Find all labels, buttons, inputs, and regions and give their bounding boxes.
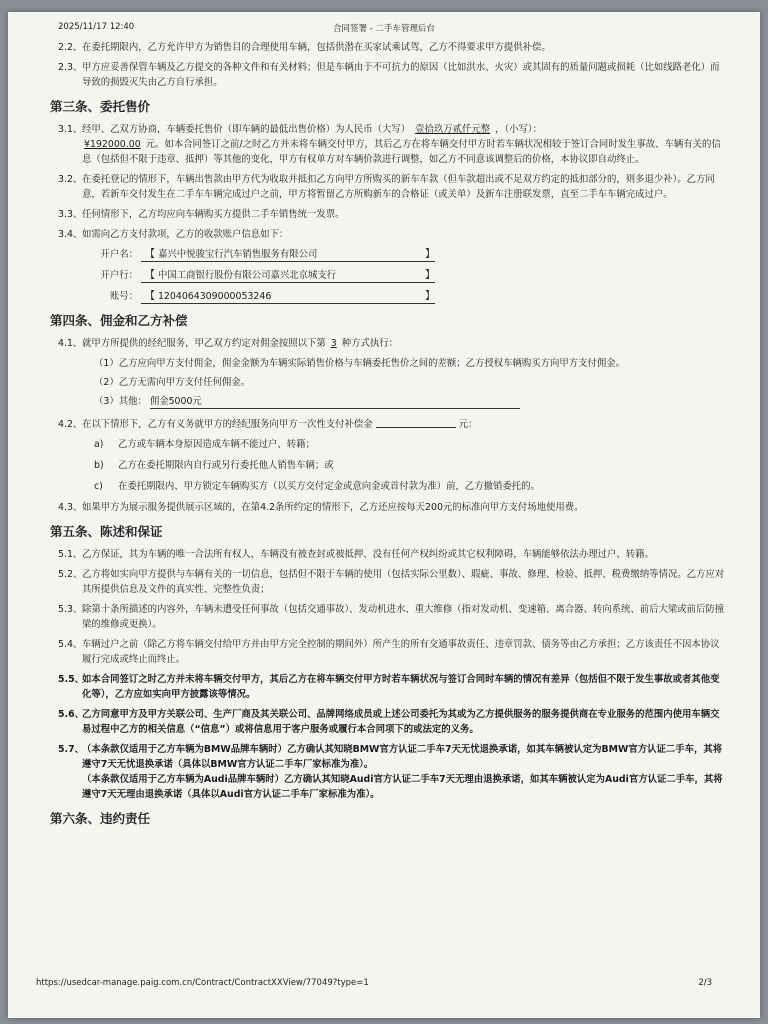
bank-value: 中国工商银行股份有限公司嘉兴北京城支行 <box>157 270 337 281</box>
clause-5-7: 5.7、 （本条款仅适用于乙方车辆为BMW品牌车辆时）乙方确认其知晓BMW官方认证二手车7天无忧退换承诺，如其车辆被认定为BMW官方认证二手车，其将遵守7天无忧退换承诺（具体以BMW官方认证二手车厂家标准为准）。 （本条款仅适用于乙方车辆为Audi品牌车辆时）乙方确认其知晓Audi官方认证二手车7天无理由退换承诺，如其车辆被认定为Audi官方认证二手车，其将遵守7天无理由退换承诺（具体以Audi官方认证二手车厂家标准为准）。 <box>58 744 723 800</box>
bank-row: 开户行： 【 中国工商银行股份有限公司嘉兴北京城支行 】 <box>100 270 435 281</box>
account-number-value: 1204064309000053246 <box>157 291 272 302</box>
print-header <box>8 22 760 38</box>
print-timestamp: 2025/11/17 12:40 <box>58 22 135 32</box>
price-in-words: 壹拾玖万贰仟元整 <box>415 124 491 135</box>
account-name-value: 嘉兴中悦骏宝行汽车销售服务有限公司 <box>157 249 318 260</box>
clause-5-5: 5.5、 如本合同签订之时乙方并未将车辆交付甲方，其后乙方在将车辆交付甲方时若车辆状况与签订合同时车辆的情况有差异（包括但不限于发生事故或者其他变化等），乙方应如实向甲方披露该等情况。 <box>58 674 720 700</box>
print-url: https://usedcar-manage.paig.com.cn/Contract/ContractXXView/77049?type=1 <box>36 978 369 988</box>
price-in-figures: ¥192000.00 <box>84 139 141 150</box>
clause-5-2: 5.2、 乙方将如实向甲方提供与车辆有关的一切信息，包括但不限于车辆的使用（包括实际公里数）、瑕疵、事故、修理、检验、抵押、税费缴纳等情况。乙方应对其所提供信息及文件的真实性、完整性负责； <box>58 569 725 595</box>
clause-2-3: 2.3、 甲方应妥善保管车辆及乙方提交的各种文件和有关材料；但是车辆由于不可抗力的原因（比如洪水、火灾）或其固有的质量问题或损耗（比如线路老化）而导致的损毁灭失由乙方自行承担。 <box>58 62 720 88</box>
section-heading-3: 第三条、委托售价 <box>50 99 151 114</box>
commission-option-1: （1）乙方应向甲方支付佣金，佣金金额为车辆实际销售价格与车辆委托售价之间的差额；乙方授权车辆购买方向甲方支付佣金。 <box>94 358 625 369</box>
section-heading-6: 第六条、违约责任 <box>50 811 151 826</box>
clause-5-4: 5.4、 车辆过户之前（除乙方将车辆交付给甲方并由甲方完全控制的期间外）所产生的所有交通事故责任、违章罚款、债务等由乙方承担；乙方该责任不因本协议履行完成或终止而终止。 <box>58 639 720 665</box>
list-item: c) 在委托期限内、甲方锁定车辆购买方（以买方交付定金或意向金或首付款为准）前，乙方撤销委托的。 <box>94 481 540 492</box>
page-number: 2/3 <box>698 978 712 988</box>
clause-5-6: 5.6、 乙方同意甲方及甲方关联公司、生产厂商及其关联公司、品牌网络成员或上述公司委托为其或为乙方提供服务的服务提供商在专业服务的范围内使用车辆交易过程中乙方的相关信息（“信息”）或将信息用于客户服务或履行本合同项下的或法定的义务。 <box>58 709 720 735</box>
clause-3-1: 3.1、 经甲、乙双方协商，车辆委托售价（即车辆的最低出售价格）为人民币（大写） 壹拾玖万贰仟元整 ，（小写）： ¥192000.00 元。如本合同签订之前/之时乙方并未将车辆交付甲方，其后乙方在将车辆交付甲方时若车辆状况相较于签订合同时发生事故、车辆有关的信息（包括但不限于违章、抵押）等其他的变化，甲方有权单方对车辆价款进行调整，如乙方不同意该调整后的价格，本协议即自动终止。 <box>58 124 721 165</box>
contract-page <box>8 12 760 1018</box>
account-number-row: 账号： 【 1204064309000053246 】 <box>109 291 435 302</box>
commission-option-2: （2）乙方无需向甲方支付任何佣金。 <box>94 377 250 388</box>
contract-body <box>50 40 726 834</box>
clause-2-2: 2.2、 在委托期限内，乙方允许甲方为销售目的合理使用车辆，包括供潜在买家试乘试驾，乙方不得要求甲方提供补偿。 <box>58 42 551 53</box>
clause-3-2: 3.2、 在委托登记的情形下，车辆出售款由甲方代为收取并抵扣乙方向甲方所购买的新车车款（但车款超出或不足双方约定的抵扣部分的，则多退少补）。乙方同意，若新车交付发生在二手车车辆完成过户之前，甲方将暂留乙方所购新车的合格证（或关单）及新车注册联发票，直至二手车车辆完成过户。 <box>58 174 715 200</box>
print-footer <box>8 978 760 992</box>
clause-text: 甲方应妥善保管车辆及乙方提交的各种文件和有关材料；但是车辆由于不可抗力的原因（比如洪水、火灾）或其固有的质量问题或损耗（比如线路老化）而导致的损毁灭失由乙方自行承担。 <box>82 62 720 88</box>
commission-option-3: （3）其他： 佣金5000元 <box>58 394 726 409</box>
compensation-blank <box>376 417 456 428</box>
clause-5-1: 5.1、 乙方保证，其为车辆的唯一合法所有权人，车辆没有被查封或被抵押、没有任何产权纠纷或其它权利障碍，车辆能够依法办理过户、转籍。 <box>58 549 654 560</box>
clause-text: 在委托期限内，乙方允许甲方为销售目的合理使用车辆，包括供潜在买家试乘试驾，乙方不得要求甲方提供补偿。 <box>82 42 551 53</box>
clause-5-3: 5.3、 除第十条所描述的内容外，车辆未遭受任何事故（包括交通事故）、发动机进水、重大维修（指对发动机、变速箱、离合器、转向系统、前后大梁或前后防撞梁的维修或更换）。 <box>58 604 725 630</box>
account-name-row: 开户名： 【 嘉兴中悦骏宝行汽车销售服务有限公司 】 <box>100 249 435 260</box>
clause-4-1: 4.1、 就甲方所提供的经纪服务，甲乙双方约定对佣金按照以下第 3 种方式执行： <box>58 338 398 349</box>
print-page-title: 合同签署 - 二手车管理后台 <box>333 24 435 34</box>
commission-other-value: 佣金5000元 <box>150 395 520 409</box>
clause-3-4: 3.4、 如需向乙方支付款项，乙方的收款账户信息如下： <box>58 229 289 240</box>
list-item: a) 乙方或车辆本身原因造成车辆不能过户、转籍； <box>94 439 315 450</box>
commission-option: 3 <box>330 338 337 349</box>
clause-4-2: 4.2、 在以下情形下，乙方有义务就甲方的经纪服务向甲方一次性支付补偿金 元： <box>58 419 478 430</box>
clause-3-3: 3.3、 任何情形下，乙方均应向车辆购买方提供二手车销售统一发票。 <box>58 209 345 220</box>
section-heading-5: 第五条、陈述和保证 <box>50 524 163 539</box>
list-item: b) 乙方在委托期限内自行或另行委托他人销售车辆；或 <box>94 460 334 471</box>
clause-4-3: 4.3、 如果甲方为展示服务提供展示区域的，在第4.2条所约定的情形下，乙方还应按每天200元的标准向甲方支付场地使用费。 <box>58 502 584 513</box>
section-heading-4: 第四条、佣金和乙方补偿 <box>50 313 188 328</box>
